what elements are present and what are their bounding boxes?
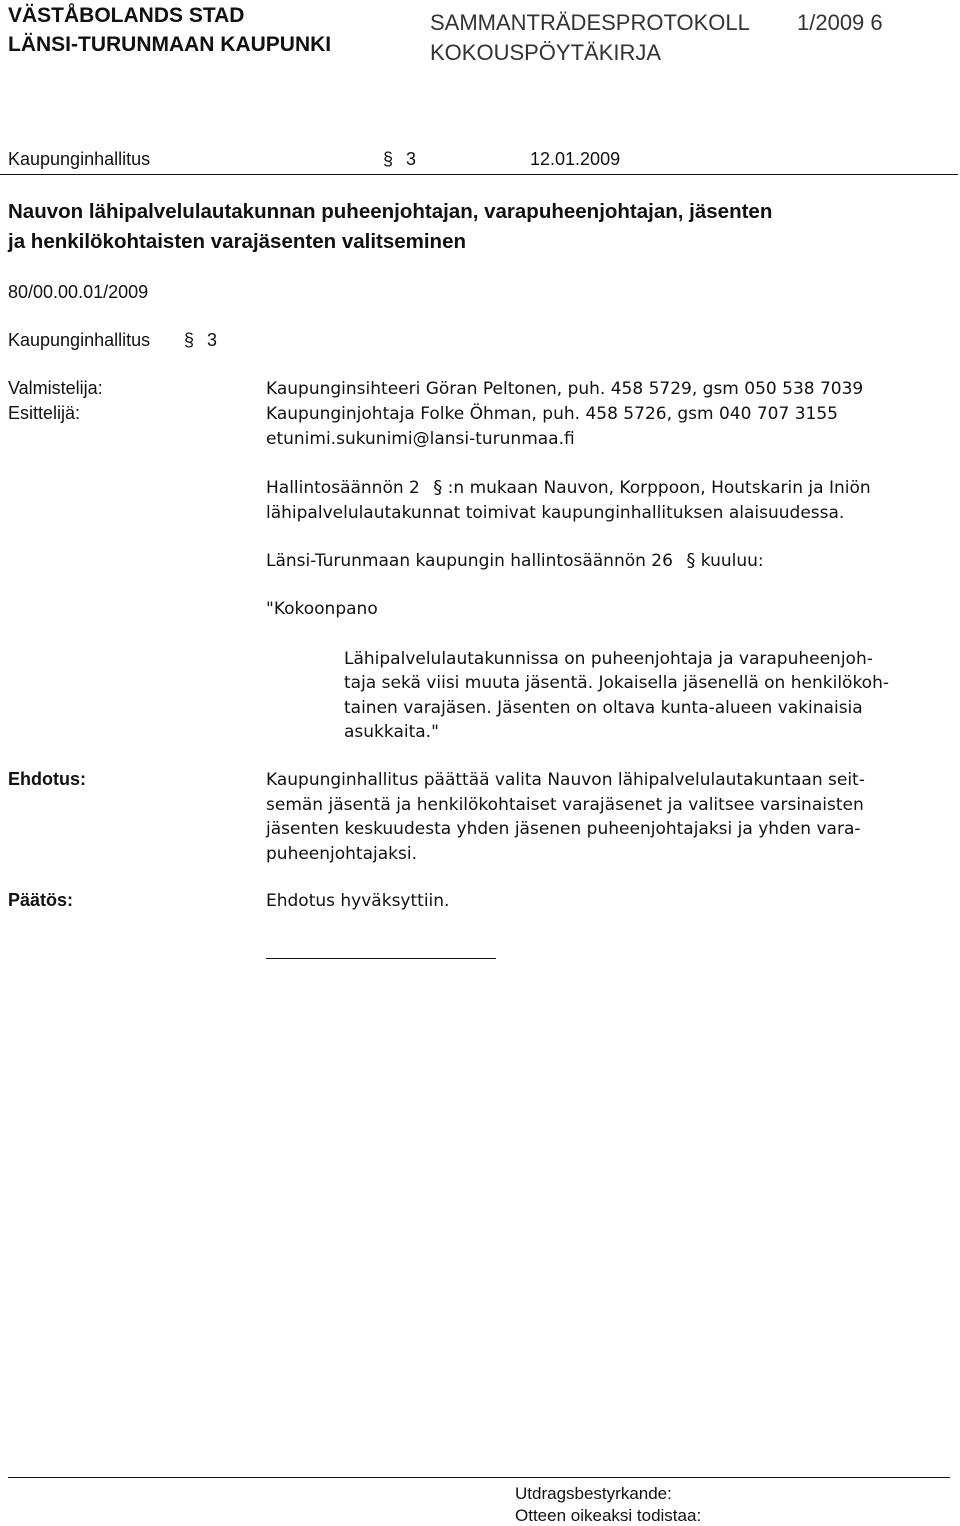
meeting-section: [383, 149, 416, 170]
paragraph-1-text-a: Hallintosäännön 2: [266, 478, 420, 498]
title-line-1: Nauvon lähipalvelulautakunnan puheenjohtajan, varapuheenjohtajan, jäsenten: [8, 200, 773, 223]
presenter-email: etunimi.sukunimi@lansi-turunmaa.fi: [266, 429, 575, 449]
paragraph-1-line-1: [266, 476, 871, 500]
dossier-body: Kaupunginhallitus: [8, 330, 151, 350]
decision-end-rule: [266, 958, 496, 959]
title-line-2: ja henkilökohtaisten varajäsenten valitseminen: [8, 230, 467, 253]
doc-type-finnish: KOKOUSPÖYTÄKIRJA: [430, 40, 662, 65]
presenter-value: Kaupunginjohtaja Folke Öhman, puh. 458 5726, gsm 040 707 3155: [266, 404, 838, 424]
extract-label: Utdragsbestyrkande:: [515, 1484, 672, 1503]
section-sign: §: [383, 149, 394, 169]
doc-type-swedish: SAMMANTRÄDESPROTOKOLL: [430, 10, 750, 35]
paragraph-2-text-b: kuuluu:: [700, 551, 764, 571]
dossier-reference: 80/00.00.01/2009: [8, 282, 149, 302]
meeting-rule: [0, 174, 958, 175]
quote-line-4: asukkaita.": [344, 722, 439, 742]
proposal-line-2: semän jäsentä ja henkilökohtaiset varajäsenet ja valitsee varsinaisten: [266, 795, 864, 815]
quote-title: "Kokoonpano: [266, 599, 378, 619]
quote-line-1: Lähipalvelulautakunnissa on puheenjohtaja ja varapuheenjoh-: [344, 649, 873, 669]
certified-label: Otteen oikeaksi todistaa:: [515, 1506, 702, 1525]
decision-value: Ehdotus hyväksyttiin.: [266, 891, 450, 911]
page-reference: 1/2009 6: [797, 10, 883, 35]
section-sign: §: [433, 477, 443, 498]
paragraph-2: [266, 549, 764, 573]
org-name-finnish: LÄNSI-TURUNMAAN KAUPUNKI: [8, 33, 332, 56]
meeting-date: 12.01.2009: [530, 149, 621, 169]
paragraph-1-text-b: :n mukaan Nauvon, Korppoon, Houtskarin ja Iniön: [447, 478, 871, 498]
dossier-section: [184, 330, 217, 351]
proposal-line-1: Kaupunginhallitus päättää valita Nauvon lähipalvelulautakuntaan seit-: [266, 770, 865, 790]
org-name-swedish: VÄSTÅBOLANDS STAD: [8, 4, 245, 27]
presenter-label: Esittelijä:: [8, 403, 81, 423]
section-number: 3: [207, 330, 218, 350]
proposal-line-4: puheenjohtajaksi.: [266, 844, 417, 864]
section-number: 3: [406, 149, 417, 169]
decision-label: Päätös:: [8, 890, 74, 910]
preparer-label: Valmistelija:: [8, 378, 103, 398]
meeting-body: Kaupunginhallitus: [8, 149, 151, 169]
proposal-label: Ehdotus:: [8, 769, 86, 789]
section-sign: §: [184, 330, 195, 350]
proposal-line-3: jäsenten keskuudesta yhden jäsenen puheenjohtajaksi ja yhden vara-: [266, 819, 861, 839]
preparer-value: Kaupunginsihteeri Göran Peltonen, puh. 458 5729, gsm 050 538 7039: [266, 379, 864, 399]
paragraph-1-line-2: lähipalvelulautakunnat toimivat kaupunginhallituksen alaisuudessa.: [266, 503, 845, 523]
quote-line-3: tainen varajäsen. Jäsenten on oltava kunta-alueen vakinaisia: [344, 698, 863, 718]
footer-rule: [8, 1477, 950, 1478]
paragraph-2-text-a: Länsi-Turunmaan kaupungin hallintosäännön 26: [266, 551, 673, 571]
section-sign: §: [686, 550, 696, 571]
quote-line-2: taja sekä viisi muuta jäsentä. Jokaisella jäsenellä on henkilökoh-: [344, 673, 889, 693]
